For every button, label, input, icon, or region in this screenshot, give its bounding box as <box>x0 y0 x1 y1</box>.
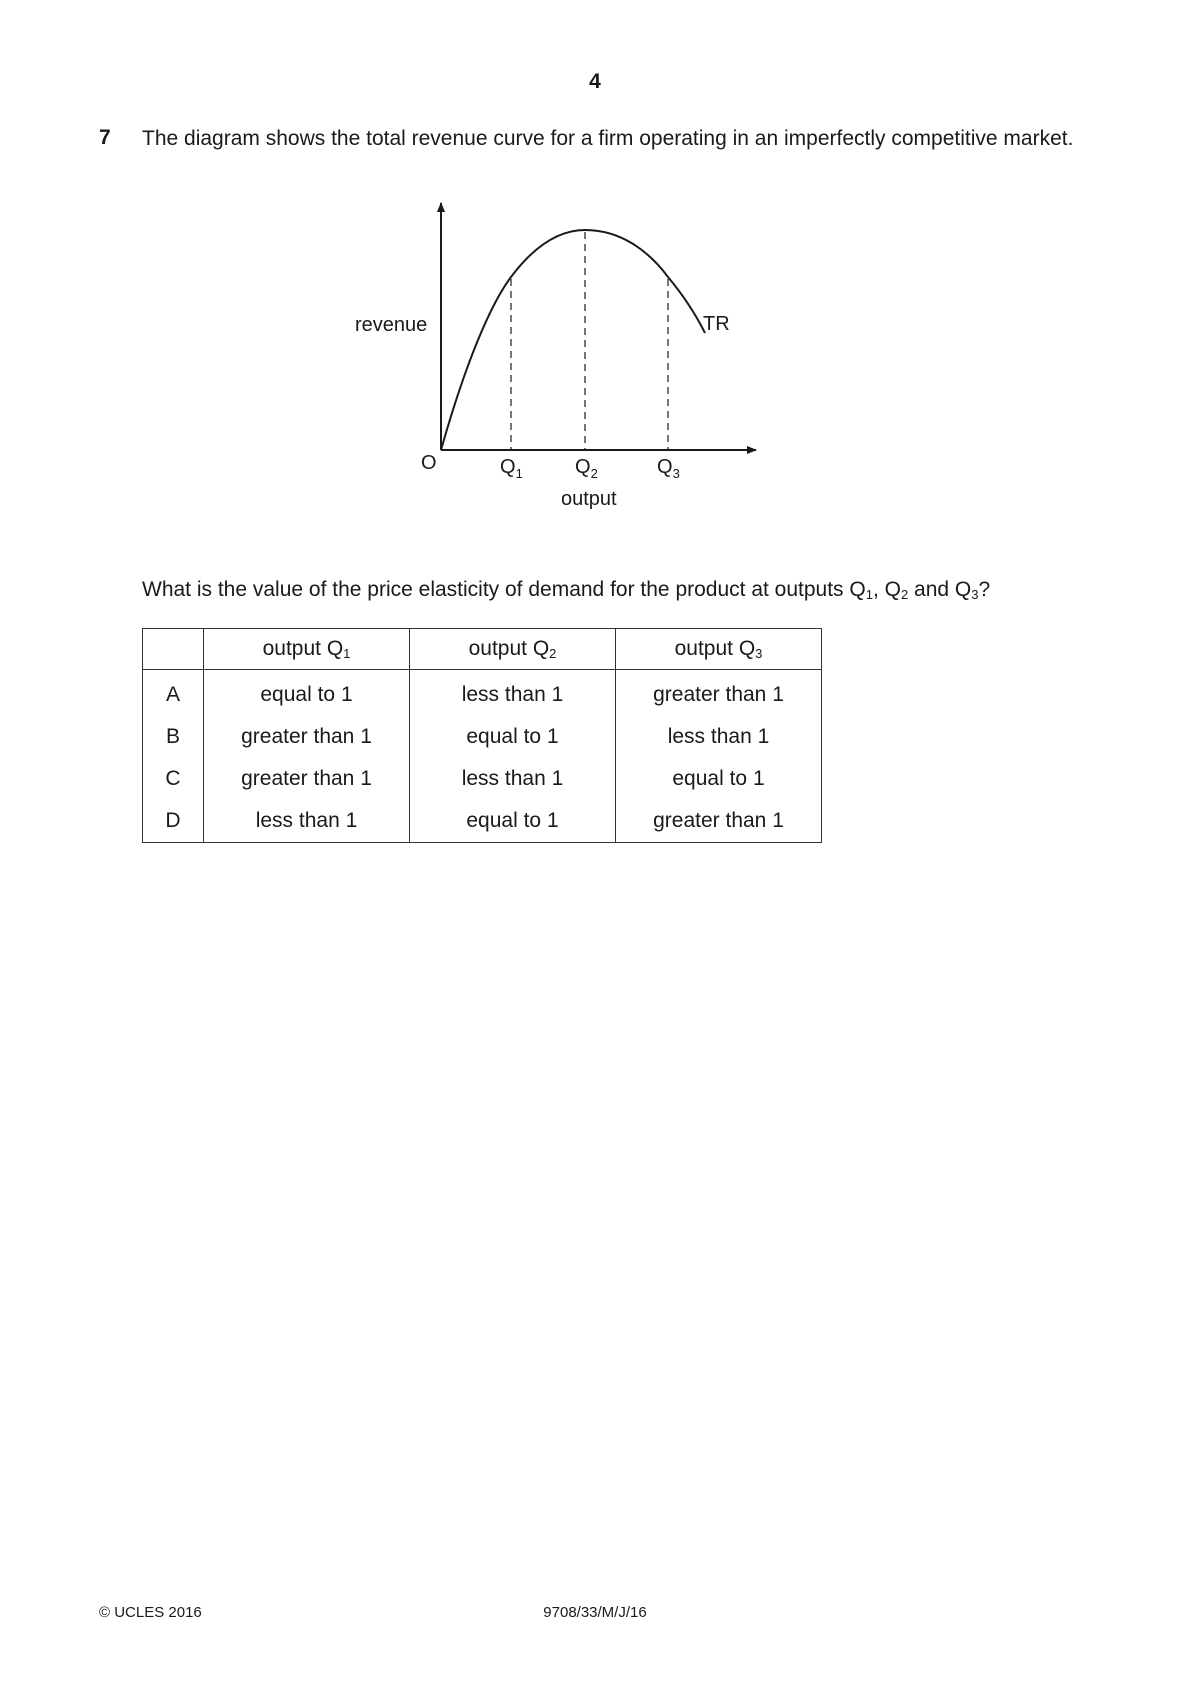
paper-code-footer: 9708/33/M/J/16 <box>543 1604 647 1621</box>
copyright-footer: © UCLES 2016 <box>99 1604 202 1621</box>
answer-options-table <box>142 628 822 843</box>
table-cell: less than 1 <box>410 758 616 800</box>
option-letter: C <box>143 758 204 800</box>
x-axis-label: output <box>561 488 617 510</box>
table-cell: equal to 1 <box>410 716 616 758</box>
page-number: 4 <box>589 70 601 93</box>
table-cell: greater than 1 <box>204 716 410 758</box>
y-axis-label: revenue <box>355 314 428 336</box>
question-prompt: What is the value of the price elasticity of demand for the product at outputs $Q_1$, $Q_2$ and $Q_3$? <box>142 578 991 602</box>
question-text: The diagram shows the total revenue curve for a firm operating in an imperfectly competitive market. <box>142 127 1074 150</box>
header-output-q3: output $Q_3$ <box>616 629 822 670</box>
table-header-row <box>143 629 822 670</box>
tick-label-q2: $Q_2$ <box>575 456 598 481</box>
table-cell: greater than 1 <box>204 758 410 800</box>
option-letter: D <box>143 800 204 843</box>
table-cell: greater than 1 <box>616 670 822 717</box>
option-row-b[interactable] <box>143 716 822 758</box>
header-output-q1: output $Q_1$ <box>204 629 410 670</box>
curve-label: TR <box>703 313 730 335</box>
header-output-q2: output $Q_2$ <box>410 629 616 670</box>
option-row-a[interactable] <box>143 670 822 717</box>
origin-label: O <box>421 452 437 474</box>
question-number: 7 <box>99 126 111 149</box>
total-revenue-diagram <box>355 195 830 555</box>
table-cell: greater than 1 <box>616 800 822 843</box>
table-cell: less than 1 <box>204 800 410 843</box>
tick-label-q3: $Q_3$ <box>657 456 680 481</box>
table-cell: equal to 1 <box>410 800 616 843</box>
header-empty-cell <box>143 629 204 670</box>
table-cell: equal to 1 <box>204 670 410 717</box>
option-letter: A <box>143 670 204 717</box>
table-cell: less than 1 <box>410 670 616 717</box>
tick-label-q1: $Q_1$ <box>500 456 523 481</box>
option-letter: B <box>143 716 204 758</box>
table-cell: equal to 1 <box>616 758 822 800</box>
option-row-c[interactable] <box>143 758 822 800</box>
tr-curve <box>441 230 705 450</box>
table-cell: less than 1 <box>616 716 822 758</box>
option-row-d[interactable] <box>143 800 822 843</box>
